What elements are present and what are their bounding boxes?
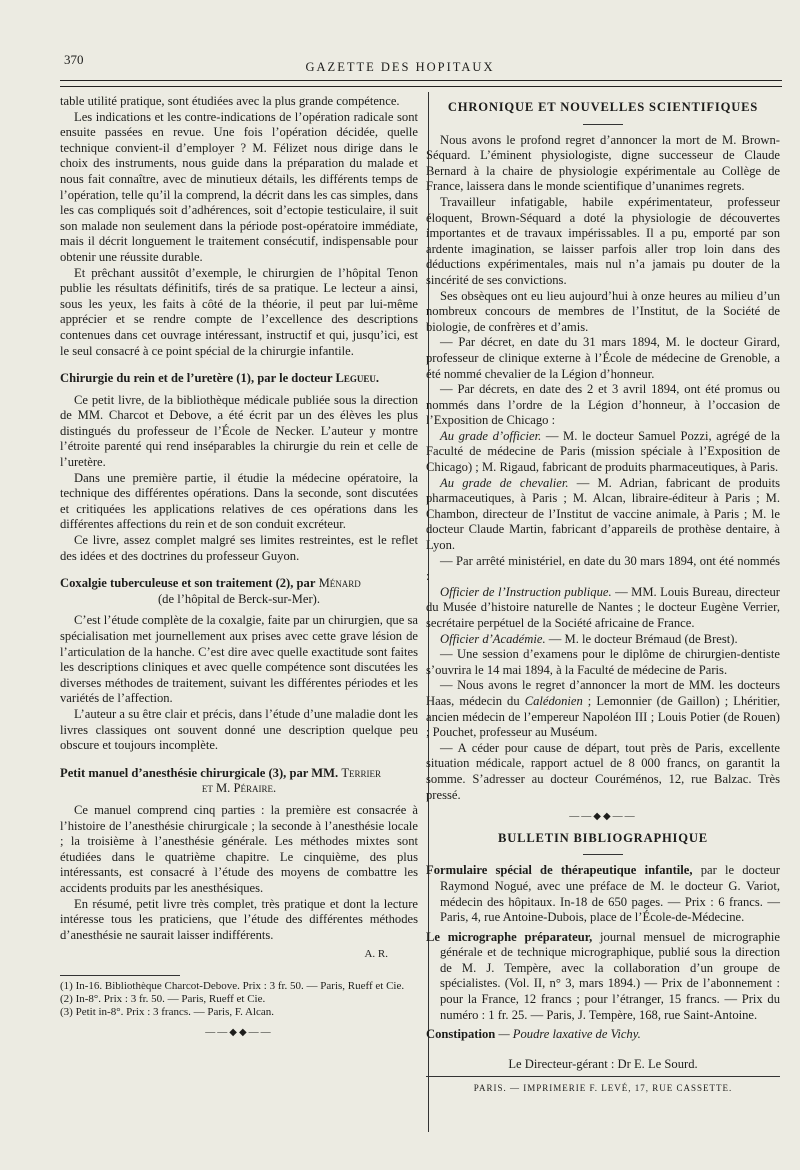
footnote: (1) In-16. Bibliothèque Charcot-Debove. Prix : 3 fr. 50. — Paris, Rueff et Cie. — [60, 979, 405, 992]
review-heading-coxalgie — [60, 576, 418, 607]
short-rule — [583, 854, 623, 855]
footnote: (3) Petit in-8°. Prix : 3 francs. — Paris, F. Alcan. — [60, 1005, 275, 1018]
entry-text: journal mensuel de micrographie générale et de technique micrographique, publié sous la direction de M. J. Tempère, avec la collaboration d’un groupe de spécialistes. (Vol. II, n° 3, mars 1894.) — Prix de l’abonnement : pour la France, 12 francs ; pour l’étranger, 15 francs. — Prix du numéro : 1 fr. 25. — Paris, J. Tempère, 168, rue Saint-Antoine. — [440, 929, 780, 1022]
italic-lead: Officier de l’Instruction publique. — [440, 584, 612, 599]
entry-title: Formulaire spécial de thérapeutique infantile, — [426, 863, 693, 878]
entry-title: Constipation — [426, 1027, 496, 1042]
paragraph — [426, 632, 780, 648]
paragraph-text: — MM. Louis Bureau, directeur du Musée d’histoire naturelle de Nantes ; le docteur Eugène Verrier, secrétaire perpétuel de la Société africaine de France. — [426, 584, 780, 630]
footnote-rule — [60, 975, 180, 976]
paragraph: Les indications et les contre-indications de l’opération radicale sont ensuite passées en revue. Une fois l’opération décidée, quelle technique convient-il d’employer ? M. Félizet nous dirige dans le choix des instruments, nous guide dans la préparation du malade et nous fait connaître, avec de minutieux détails, les différents temps de l’opération, telle qu’il la comprend, la décrit dans les cas simples, dans les cas compliqués soit d’adhérences, soit d’ectopie testiculaire, il suit son malade non seulement dans la période post-opératoire immédiate, mais il décrit longuement le traitement consécutif, indispensable pour obtenir une réussite durable. — [60, 109, 418, 264]
heading-text: Petit manuel d’anesthésie chirurgicale (3), par MM. — [60, 765, 339, 780]
director-credit: Le Directeur-gérant : Dr E. Le Sourd. — [508, 1056, 698, 1071]
paragraph: Ce manuel comprend cinq parties : la première est consacrée à l’histoire de l’anesthésie chirurgicale ; la seconde à l’anesthésie locale ; la troisième à l’anesthésie générale. Les méthodes mixtes sont étudiées dans le quatrième chapitre. Le cinquième, des plus intéressants, est consacré à l’étude des moyens de combattre les accidents produits par les anesthésiques. — [60, 802, 418, 895]
header-rule — [60, 80, 782, 81]
header-rule-thin — [60, 86, 782, 87]
ornament: ——◆◆—— — [205, 1026, 273, 1038]
paragraph-text: ; Lemonnier (de Gaillon) ; Lhéritier, ancien médecin de l’empereur Napoléon III ; Louis Potier (de Rouen) ; Pouchet, professeur au Muséum. — [426, 693, 780, 740]
paragraph: Et prêchant aussitôt d’exemple, le chirurgien de l’hôpital Tenon publie les résultats définitifs, tirés de sa pratique. Le lecteur a ainsi, sous les yeux, les faits à côté de la théorie, il peut par lui-même apprécier et se rendre compte de l’excellence des descriptions contenues dans cet ouvrage intéressant, instructif et qui, jusqu’ici, est le seul consacré à ce point spécial de la chirurgie infantile. — [60, 265, 418, 358]
paragraph: C’est l’étude complète de la coxalgie, faite par un chirurgien, que sa spécialisation met journellement aux prises avec cette grave lésion de l’articulation de la hanche. C’est dire avec quelle exactitude sont faites les descriptions cliniques et avec quelle compétence sont discutées les diverses méthodes de traitement, suivant les différentes périodes et les variétés de l’affection. — [60, 613, 418, 706]
paragraph — [426, 585, 780, 632]
paragraph — [426, 476, 780, 554]
printer-imprint: PARIS. — IMPRIMERIE F. LEVÉ, 17, RUE CASSETTE. — [473, 1083, 733, 1094]
short-rule — [583, 124, 623, 125]
section-title-bulletin: BULLETIN BIBLIOGRAPHIQUE — [498, 830, 708, 845]
heading-author: Terrier — [341, 765, 382, 780]
paragraph-text: — M. Adrian, fabricant de produits pharmaceutiques, à Paris ; M. Alcan, libraire-éditeur à Paris ; M. Chambon, directeur de l’Institut de vaccine animale, à Paris ; M. le docteur Claude Martin, fabricant d’appareils de prothèse dentaire, à Lyon. — [426, 475, 780, 553]
paragraph: — Une session d’examens pour le diplôme de chirurgien-dentiste s’ouvrira le 14 mai 1894, à la Faculté de médecine de Paris. — [426, 647, 780, 677]
paragraph: Travailleur infatigable, habile expérimentateur, professeur éloquent, Brown-Séquard a doté la physiologie de découvertes importantes et de travaux impérissables. Il a pu, emporté par son ardente imagination, se laisser parfois aller trop loin dans des déductions expérimentales, mais nul n’a jamais pu douter de la sincérité de ses convictions. — [426, 194, 780, 287]
italic-lead: Au grade de chevalier. — [440, 475, 569, 490]
paragraph: — Par décrets, en date des 2 et 3 avril 1894, ont été promus ou nommés dans l’ordre de la Légion d’honneur, à l’occasion de l’Exposition de Chicago : — [426, 382, 780, 428]
entry-text: — Poudre laxative de Vichy. — [495, 1027, 641, 1042]
bibliography-entry — [426, 930, 780, 1024]
entry-title: Le micrographe préparateur, — [426, 929, 593, 944]
heading-author: Legueu. — [335, 371, 380, 386]
paragraph: Ce petit livre, de la bibliothèque médicale publiée sous la direction de MM. Charcot et Debove, a été écrit par un des élèves les plus distingués du professeur de l’École de Necker. L’auteur y montre l’étroite parenté qui rend inséparables la chirurgie du rein et celle de l’uretère. — [60, 392, 418, 470]
signature: A. R. — [364, 948, 388, 961]
paragraph: En résumé, petit livre très complet, très pratique et dont la lecture intéresse tous les praticiens, que l’étude des différentes méthodes d’anesthésie ne saurait laisser indifférents. — [60, 896, 418, 942]
paragraph: Ses obsèques ont eu lieu aujourd’hui à onze heures au milieu d’un nombreux concours de membres de l’Institut, de la Société de biologie, de confrères et d’amis. — [426, 288, 780, 334]
italic-lead: Au grade d’officier. — [440, 428, 542, 443]
italic-lead: Officier d’Académie. — [440, 631, 546, 646]
paragraph-text: — M. le docteur Brémaud (de Brest). — [545, 631, 738, 646]
footnote: (2) In-8°. Prix : 3 fr. 50. — Paris, Rueff et Cie. — [60, 992, 266, 1005]
heading-subtitle: (de l’hôpital de Berck-sur-Mer). — [157, 591, 320, 606]
right-column — [426, 94, 780, 1097]
paragraph: — Par arrêté ministériel, en date du 30 mars 1894, ont été nommés : — [426, 553, 780, 584]
bibliography-list — [426, 863, 780, 1043]
paragraph: L’auteur a su être clair et précis, dans l’étude d’une maladie dont les livres classiques ont souvent donné une description quelque peu obscure et toujours incomplète. — [60, 706, 418, 753]
footer-rule — [426, 1076, 780, 1077]
paragraph-text: — M. le docteur Samuel Pozzi, agrégé de la Faculté de médecine de Paris (mission spéciale à l’Exposition de Chicago) ; M. Rigaud, fabricant de produits pharmaceutiques, à Paris. — [426, 428, 780, 475]
heading-text: Chirurgie du rein et de l’uretère (1), par le docteur — [60, 371, 333, 386]
page-number: 370 — [64, 52, 84, 67]
section-title-chronique: CHRONIQUE ET NOUVELLES SCIENTIFIQUES — [447, 100, 759, 114]
italic-ship-name: Calédonien — [524, 693, 583, 708]
paragraph: Dans une première partie, il étudie la médecine opératoire, la technique des différentes opérations. Dans la seconde, sont discutées et critiquées les applications relatives de ces opérations dans les différentes affections du rein et de son conduit excréteur. — [60, 470, 418, 532]
bibliography-entry — [426, 863, 780, 925]
paragraph: — A céder pour cause de départ, tout près de Paris, excellente situation médicale, rapport actuel de 8 000 francs, on garantit la somme. S’adresser au docteur Couréménos, 12, rue Balzac. Très pressé. — [426, 740, 780, 802]
paragraph: Ce livre, assez complet malgré ses limites restreintes, est le reflet des idées et des doctrines du professeur Guyon. — [60, 533, 418, 563]
heading-author: Ménard — [318, 576, 361, 591]
bibliography-entry — [426, 1027, 780, 1043]
paragraph-text: — Nous avons le regret d’annoncer la mort de MM. les docteurs Haas, médecin du — [426, 678, 780, 708]
entry-text: par le docteur Raymond Nogué, avec une préface de M. le docteur G. Variot, médecin des hôpitaux. In-18 de 650 pages. — Prix : 6 francs. — Paris, 4, rue Antoine-Dubois, place de l’École-de-Médecine. — [440, 863, 780, 925]
paragraph: table utilité pratique, sont étudiées avec la plus grande compétence. — [60, 94, 400, 108]
paragraph: — Par décret, en date du 31 mars 1894, M. le docteur Girard, professeur de clinique externe à l’École de médecine de Grenoble, a été nommé chevalier de la Légion d’honneur. — [426, 335, 780, 381]
heading-subtitle: et M. Péraire. — [201, 781, 277, 796]
paragraph — [426, 678, 780, 740]
heading-text: Coxalgie tuberculeuse et son traitement (2), par — [60, 576, 316, 591]
review-heading-anesthesie — [60, 766, 418, 797]
review-heading-chirurgie-rein — [60, 371, 418, 387]
running-title: GAZETTE DES HOPITAUX — [305, 60, 495, 74]
left-column — [60, 94, 418, 1046]
paragraph: Nous avons le profond regret d’annoncer la mort de M. Brown-Séquard. L’éminent physiologiste, digne successeur de Claude Bernard à la chaire de physiologie expérimentale au Collège de France, laissera dans le monde scientifique d’unanimes regrets. — [426, 132, 780, 194]
paragraph — [426, 429, 780, 476]
ornament: ——◆◆—— — [569, 811, 637, 823]
